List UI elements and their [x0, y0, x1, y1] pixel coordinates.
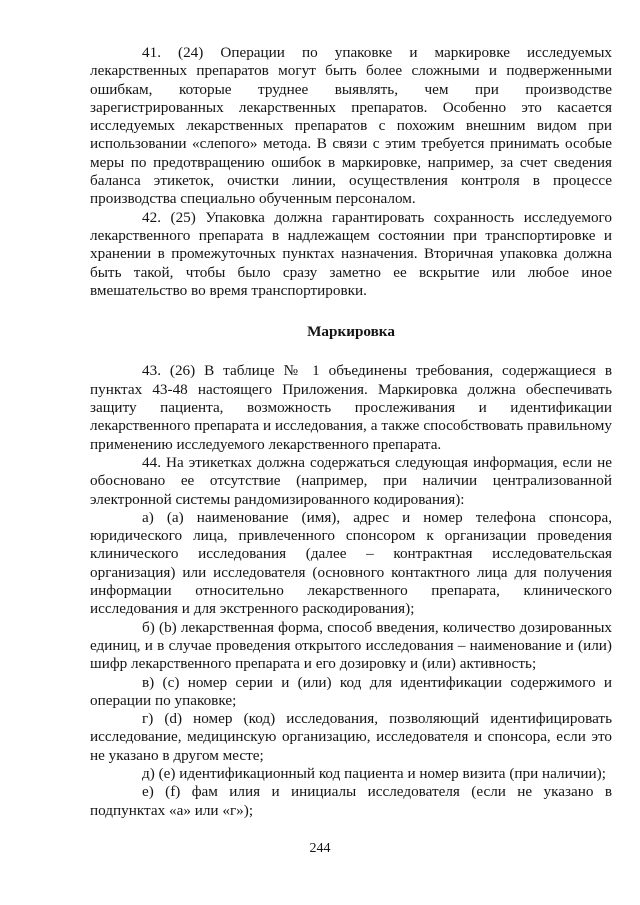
- list-item-d: д) (е) идентификационный код пациента и номер визита (при наличии);: [142, 764, 606, 782]
- list-item-a: а) (а) наименование (имя), адрес и номер телефона спонсора, юридического лица, привлеченного спонсором к организации проведения клинического исследования (далее – контрактная исследовательская организация) или исследователя (основного контактного лица для получения информации относительно лекарственного препарата, клинического исследования и для экстренного раскодирования);: [90, 508, 612, 618]
- paragraph-42: 42. (25) Упаковка должна гарантировать сохранность исследуемого лекарственного препарата в надлежащем состоянии при транспортировке и хранении в промежуточных пунктах назначения. Вторичная упаковка должна быть такой, чтобы было сразу заметно ее вскрытие или любое иное вмешательство во время транспортировки.: [90, 208, 612, 299]
- list-item-g: г) (d) номер (код) исследования, позволяющий идентифицировать исследование, медицинскую организацию, исследователя и спонсора, если это не указано в другом месте;: [90, 710, 612, 764]
- section-heading: Маркировка: [307, 323, 395, 341]
- paragraph-44: 44. На этикетках должна содержаться следующая информация, если не обосновано ее отсутствие (например, при наличии централизованной электронной системы рандомизированного кодирования):: [90, 453, 612, 508]
- paragraph-41: 41. (24) Операции по упаковке и маркировке исследуемых лекарственных препаратов могут быть более сложными и подверженными ошибкам, которые труднее выявлять, чем при производстве зарегистрированных лекарственных препаратов. Особенно это касается исследуемых лекарственных препаратов с похожим внешним видом при использовании «слепого» метода. В связи с этим требуется принимать особые меры по предотвращению ошибок в маркировке, например, за счет сведения баланса этикеток, очистки линии, осуществления контроля в процессе производства специально обученным персоналом.: [90, 44, 612, 208]
- list-item-b: б) (b) лекарственная форма, способ введения, количество дозированных единиц, и в случае проведения открытого исследования – наименование и (или) шифр лекарственного препарата и его дозировку и (или) активность;: [90, 618, 612, 673]
- list-item-v: в) (с) номер серии и (или) код для идентификации содержимого и операции по упаковке;: [90, 673, 612, 709]
- list-item-e: е) (f) фам илия и инициалы исследователя (если не указано в подпунктах «а» или «г»);: [90, 783, 612, 819]
- document-page: [90, 44, 612, 820]
- page-number: 244: [309, 841, 331, 856]
- paragraph-43: 43. (26) В таблице № 1 объединены требования, содержащиеся в пунктах 43-48 настоящего Приложения. Маркировка должна обеспечивать защиту пациента, возможность прослеживания и идентификации лекарственного препарата и исследования, а также способствовать правильному применению исследуемого лекарственного препарата.: [90, 362, 612, 453]
